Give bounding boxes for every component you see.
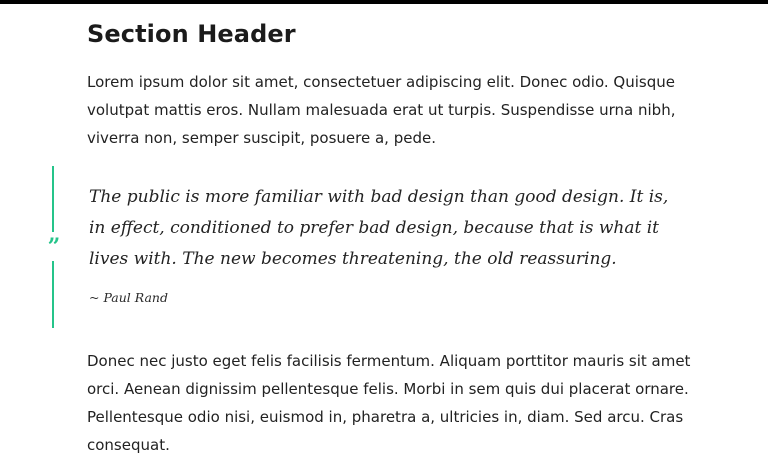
quote-mark-icon: ” xyxy=(47,234,61,260)
intro-paragraph: Lorem ipsum dolor sit amet, consectetuer adipiscing elit. Donec odio. Quisque volutpat mattis eros. Nullam malesuada erat ut turpis. Suspendisse urna nibh, viverra non, semper suscipit, posuere a, pede. xyxy=(87,73,676,147)
quote-accent-line-bottom xyxy=(52,261,54,328)
top-border-bar xyxy=(0,0,768,4)
section-header: Section Header xyxy=(87,20,296,48)
pull-quote xyxy=(47,166,700,328)
quote-accent-line-top xyxy=(52,166,54,232)
article-content xyxy=(87,18,697,152)
closing-paragraph: Donec nec justo eget felis facilisis fermentum. Aliquam porttitor mauris sit amet orci. Aenean dignissim pellentesque felis. Morbi in sem quis dui placerat ornare. Pellentesque odio nisi, euismod in, pharetra a, ultricies in, diam. Sed arcu. Cras consequat. xyxy=(87,352,691,454)
quote-author: ~ Paul Rand xyxy=(89,290,168,305)
quote-text: The public is more familiar with bad design than good design. It is, in effect, conditioned to prefer bad design, because that is what it lives with. The new becomes threatening, the old reassuring. xyxy=(89,187,669,269)
